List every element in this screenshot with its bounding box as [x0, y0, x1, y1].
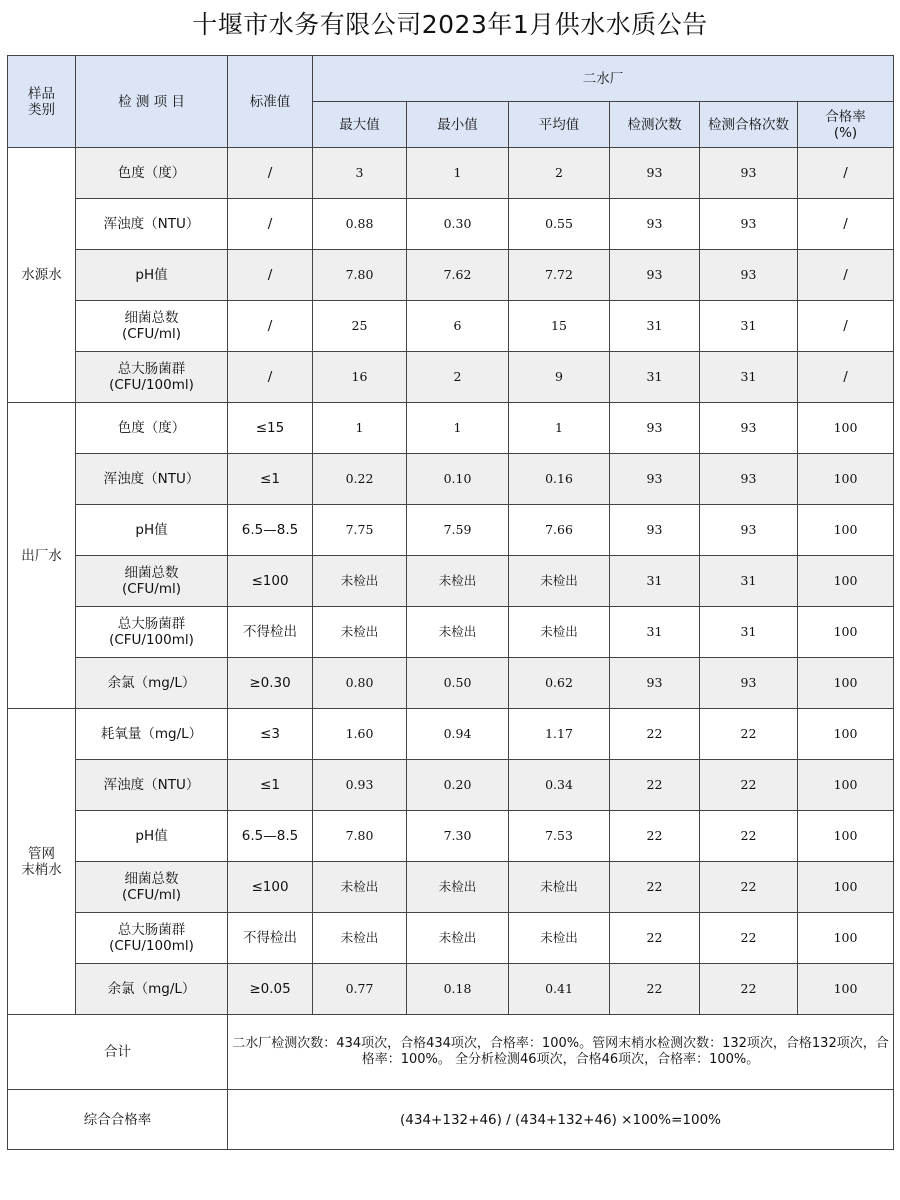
max-cell: 1	[313, 403, 407, 454]
min-cell: 0.30	[407, 199, 509, 250]
standard-cell: 不得检出	[228, 913, 313, 964]
table-row	[8, 250, 894, 301]
pass-count-cell: 93	[700, 505, 798, 556]
pass-count-cell: 22	[700, 709, 798, 760]
pass-count-cell: 22	[700, 862, 798, 913]
standard-cell: ≤1	[228, 760, 313, 811]
rate-cell: /	[798, 148, 894, 199]
avg-cell: 15	[509, 301, 610, 352]
item-cell: 色度（度）	[76, 403, 228, 454]
page-title: 十堰市水务有限公司2023年1月供水水质公告	[192, 10, 708, 39]
count-cell: 22	[610, 709, 700, 760]
standard-cell: ≤100	[228, 862, 313, 913]
table-row	[8, 913, 894, 964]
min-cell: 未检出	[407, 607, 509, 658]
count-cell: 22	[610, 862, 700, 913]
table-row	[8, 352, 894, 403]
standard-cell: /	[228, 199, 313, 250]
item-cell: 细菌总数 (CFU/ml)	[76, 301, 228, 352]
water-quality-table	[7, 55, 894, 1150]
avg-cell: 0.62	[509, 658, 610, 709]
pass-count-cell: 93	[700, 454, 798, 505]
item-cell: 细菌总数 (CFU/ml)	[76, 556, 228, 607]
max-cell: 1.60	[313, 709, 407, 760]
avg-cell: 1.17	[509, 709, 610, 760]
avg-cell: 未检出	[509, 862, 610, 913]
table-row	[8, 862, 894, 913]
min-cell: 0.94	[407, 709, 509, 760]
item-cell: 总大肠菌群 (CFU/100ml)	[76, 913, 228, 964]
header-min: 最小值	[407, 102, 509, 148]
standard-cell: ≤3	[228, 709, 313, 760]
standard-cell: /	[228, 301, 313, 352]
min-cell: 0.20	[407, 760, 509, 811]
standard-cell: 不得检出	[228, 607, 313, 658]
count-cell: 93	[610, 199, 700, 250]
count-cell: 93	[610, 454, 700, 505]
rate-cell: 100	[798, 505, 894, 556]
table-row	[8, 964, 894, 1015]
item-cell: 色度（度）	[76, 148, 228, 199]
rate-cell: 100	[798, 862, 894, 913]
max-cell: 0.80	[313, 658, 407, 709]
rate-cell: /	[798, 199, 894, 250]
item-cell: 总大肠菌群 (CFU/100ml)	[76, 607, 228, 658]
rate-cell: 100	[798, 556, 894, 607]
avg-cell: 9	[509, 352, 610, 403]
pass-count-cell: 31	[700, 607, 798, 658]
item-cell: pH值	[76, 811, 228, 862]
table-row	[8, 199, 894, 250]
sample-type-cell: 出厂水	[8, 403, 76, 709]
rate-cell: 100	[798, 658, 894, 709]
table-row	[8, 607, 894, 658]
standard-cell: 6.5—8.5	[228, 505, 313, 556]
table-row	[8, 556, 894, 607]
table-row	[8, 811, 894, 862]
count-cell: 22	[610, 964, 700, 1015]
item-cell: pH值	[76, 505, 228, 556]
header-count: 检测次数	[610, 102, 700, 148]
pass-count-cell: 31	[700, 301, 798, 352]
table-row	[8, 148, 894, 199]
rate-cell: 100	[798, 607, 894, 658]
rate-cell: 100	[798, 913, 894, 964]
max-cell: 未检出	[313, 913, 407, 964]
table-row	[8, 301, 894, 352]
count-cell: 31	[610, 607, 700, 658]
standard-cell: /	[228, 250, 313, 301]
table-row	[8, 454, 894, 505]
min-cell: 0.10	[407, 454, 509, 505]
count-cell: 31	[610, 556, 700, 607]
standard-cell: ≥0.05	[228, 964, 313, 1015]
avg-cell: 未检出	[509, 913, 610, 964]
count-cell: 31	[610, 352, 700, 403]
avg-cell: 2	[509, 148, 610, 199]
overall-rate-label: 综合合格率	[8, 1090, 228, 1150]
pass-count-cell: 93	[700, 403, 798, 454]
table-row	[8, 505, 894, 556]
item-cell: pH值	[76, 250, 228, 301]
count-cell: 93	[610, 658, 700, 709]
avg-cell: 0.41	[509, 964, 610, 1015]
count-cell: 22	[610, 811, 700, 862]
max-cell: 未检出	[313, 607, 407, 658]
count-cell: 93	[610, 403, 700, 454]
max-cell: 16	[313, 352, 407, 403]
header-avg: 平均值	[509, 102, 610, 148]
avg-cell: 7.53	[509, 811, 610, 862]
avg-cell: 0.16	[509, 454, 610, 505]
max-cell: 未检出	[313, 862, 407, 913]
overall-rate-formula: (434+132+46) / (434+132+46) ×100%=100%	[228, 1090, 894, 1150]
header-item: 检 测 项 目	[76, 56, 228, 148]
rate-cell: 100	[798, 454, 894, 505]
sample-type-cell: 水源水	[8, 148, 76, 403]
standard-cell: ≥0.30	[228, 658, 313, 709]
min-cell: 7.30	[407, 811, 509, 862]
max-cell: 7.80	[313, 250, 407, 301]
item-cell: 浑浊度（NTU）	[76, 760, 228, 811]
max-cell: 0.22	[313, 454, 407, 505]
item-cell: 余氯（mg/L）	[76, 658, 228, 709]
pass-count-cell: 93	[700, 148, 798, 199]
min-cell: 0.18	[407, 964, 509, 1015]
table-row	[8, 760, 894, 811]
pass-count-cell: 93	[700, 658, 798, 709]
table-row	[8, 709, 894, 760]
count-cell: 93	[610, 250, 700, 301]
min-cell: 0.50	[407, 658, 509, 709]
standard-cell: 6.5—8.5	[228, 811, 313, 862]
header-pass-count: 检测合格次数	[700, 102, 798, 148]
avg-cell: 1	[509, 403, 610, 454]
count-cell: 22	[610, 760, 700, 811]
max-cell: 未检出	[313, 556, 407, 607]
pass-count-cell: 93	[700, 250, 798, 301]
avg-cell: 7.66	[509, 505, 610, 556]
avg-cell: 7.72	[509, 250, 610, 301]
min-cell: 未检出	[407, 556, 509, 607]
item-cell: 余氯（mg/L）	[76, 964, 228, 1015]
avg-cell: 未检出	[509, 607, 610, 658]
header-rate: 合格率 (%)	[798, 102, 894, 148]
max-cell: 0.77	[313, 964, 407, 1015]
max-cell: 7.80	[313, 811, 407, 862]
table-row	[8, 403, 894, 454]
item-cell: 浑浊度（NTU）	[76, 454, 228, 505]
avg-cell: 未检出	[509, 556, 610, 607]
table-body	[8, 148, 894, 1015]
max-cell: 0.88	[313, 199, 407, 250]
pass-count-cell: 93	[700, 199, 798, 250]
avg-cell: 0.34	[509, 760, 610, 811]
sample-type-cell: 管网 末梢水	[8, 709, 76, 1015]
rate-cell: 100	[798, 964, 894, 1015]
pass-count-cell: 22	[700, 913, 798, 964]
item-cell: 浑浊度（NTU）	[76, 199, 228, 250]
pass-count-cell: 31	[700, 556, 798, 607]
count-cell: 93	[610, 505, 700, 556]
total-summary: 二水厂检测次数：434项次，合格434项次，合格率：100%。管网末梢水检测次数：132项次，合格132项次，合格率：100%。 全分析检测46项次，合格46项次，合格率：100%。	[228, 1015, 894, 1090]
header-sample-type: 样品 类别	[8, 56, 76, 148]
rate-cell: /	[798, 352, 894, 403]
standard-cell: ≤15	[228, 403, 313, 454]
pass-count-cell: 31	[700, 352, 798, 403]
header-standard: 标准值	[228, 56, 313, 148]
rate-cell: 100	[798, 403, 894, 454]
pass-count-cell: 22	[700, 811, 798, 862]
min-cell: 1	[407, 403, 509, 454]
rate-cell: /	[798, 301, 894, 352]
min-cell: 1	[407, 148, 509, 199]
header-plant: 二水厂	[313, 56, 894, 102]
min-cell: 未检出	[407, 862, 509, 913]
item-cell: 细菌总数 (CFU/ml)	[76, 862, 228, 913]
standard-cell: ≤100	[228, 556, 313, 607]
count-cell: 22	[610, 913, 700, 964]
rate-cell: 100	[798, 760, 894, 811]
count-cell: 31	[610, 301, 700, 352]
header-max: 最大值	[313, 102, 407, 148]
min-cell: 6	[407, 301, 509, 352]
min-cell: 7.62	[407, 250, 509, 301]
item-cell: 总大肠菌群 (CFU/100ml)	[76, 352, 228, 403]
min-cell: 未检出	[407, 913, 509, 964]
table-row	[8, 658, 894, 709]
standard-cell: /	[228, 352, 313, 403]
max-cell: 7.75	[313, 505, 407, 556]
max-cell: 3	[313, 148, 407, 199]
rate-cell: 100	[798, 811, 894, 862]
min-cell: 2	[407, 352, 509, 403]
pass-count-cell: 22	[700, 964, 798, 1015]
rate-cell: 100	[798, 709, 894, 760]
item-cell: 耗氧量（mg/L）	[76, 709, 228, 760]
max-cell: 25	[313, 301, 407, 352]
count-cell: 93	[610, 148, 700, 199]
pass-count-cell: 22	[700, 760, 798, 811]
standard-cell: ≤1	[228, 454, 313, 505]
total-label: 合计	[8, 1015, 228, 1090]
min-cell: 7.59	[407, 505, 509, 556]
rate-cell: /	[798, 250, 894, 301]
standard-cell: /	[228, 148, 313, 199]
max-cell: 0.93	[313, 760, 407, 811]
avg-cell: 0.55	[509, 199, 610, 250]
